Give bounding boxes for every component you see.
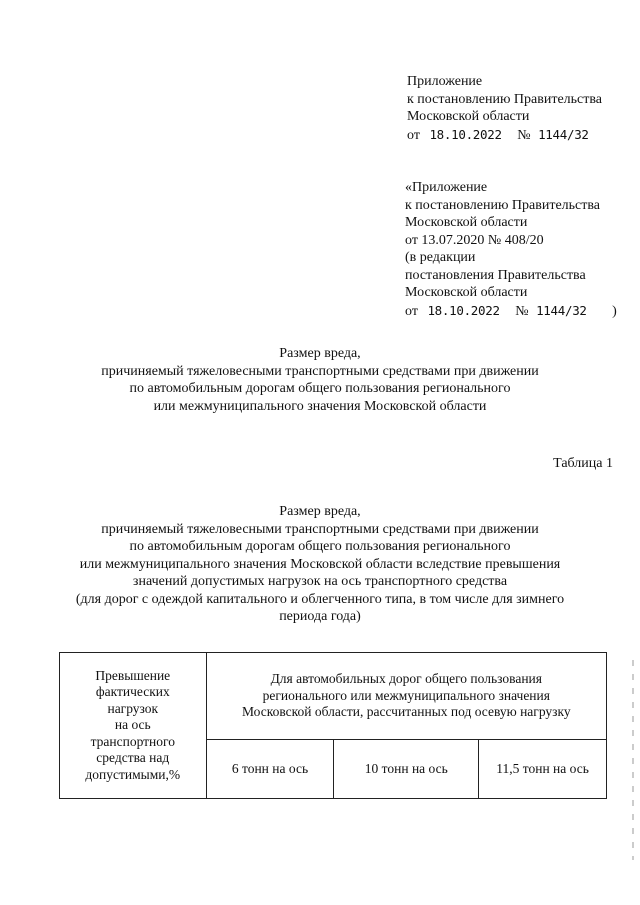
table-title-line: периода года) xyxy=(279,609,361,624)
column-header-6t: 6 тонн на ось xyxy=(206,740,334,799)
heading-line: по автомобильным дорогам общего пользования регионального xyxy=(129,381,511,396)
prior-appendix-line: (в редакции xyxy=(405,250,476,265)
table-title-line: (для дорог с одеждой капитального и облегченного типа, в том числе для зимнего xyxy=(75,591,565,607)
number-sign: № xyxy=(517,127,531,143)
prior-appendix-date: 18.10.2022 xyxy=(427,302,500,318)
appendix-number: 1144/32 xyxy=(538,126,589,142)
heading-line: Размер вреда, xyxy=(279,346,361,361)
column-header-11-5t: 11,5 тонн на ось xyxy=(479,740,607,799)
appendix-date: 18.10.2022 xyxy=(429,126,502,142)
row-header-line: средства над xyxy=(96,750,170,766)
row-header-line: на ось xyxy=(114,717,151,733)
prior-appendix-line: постановления Правительства xyxy=(405,267,586,283)
prior-appendix-line: «Приложение xyxy=(405,180,488,195)
heading-line: причиняемый тяжеловесными транспортными средствами при движении xyxy=(101,363,539,379)
group-header-line: Московской области, рассчитанных под осевую нагрузку xyxy=(241,704,571,720)
column-header-10t: 10 тонн на ось xyxy=(334,740,479,799)
appendix-line: Московской области xyxy=(407,109,530,124)
prior-appendix-block xyxy=(405,179,617,320)
scan-edge-mark xyxy=(632,660,634,860)
table-title-line: значений допустимых нагрузок на ось транспортного средства xyxy=(132,574,508,589)
prior-appendix-line: к постановлению Правительства xyxy=(405,197,601,213)
prior-appendix-line: Московской области xyxy=(405,285,528,300)
document-heading xyxy=(40,345,600,415)
row-header-line: нагрузок xyxy=(107,700,159,716)
table-title xyxy=(40,503,600,626)
group-header-line: Для автомобильных дорог общего пользования xyxy=(270,671,542,687)
row-header-line: Превышение xyxy=(95,667,171,683)
appendix-line: к постановлению Правительства xyxy=(407,91,603,107)
table-title-line: причиняемый тяжеловесными транспортными средствами при движении xyxy=(101,521,539,537)
prior-appendix-number: 1144/32 xyxy=(536,302,587,318)
prior-appendix-line: Московской области xyxy=(405,215,528,230)
appendix-date-line xyxy=(407,126,602,145)
table-title-line: или межмуниципального значения Московской области вследствие превышения xyxy=(79,556,561,572)
group-header-cell xyxy=(206,653,606,740)
prior-appendix-line: от 13.07.2020 № 408/20 xyxy=(405,232,544,248)
closing-parenthesis: ) xyxy=(612,303,617,319)
appendix-line: Приложение xyxy=(407,74,483,89)
table-header-row xyxy=(60,653,607,740)
row-header-line: допустимыми,% xyxy=(85,766,181,782)
heading-line: или межмуниципального значения Московской области xyxy=(153,398,487,414)
table-title-line: Размер вреда, xyxy=(279,504,361,519)
number-sign: № xyxy=(515,303,529,319)
table-title-line: по автомобильным дорогам общего пользования регионального xyxy=(129,539,511,554)
appendix-block xyxy=(407,73,602,144)
date-prefix: от xyxy=(407,127,420,143)
date-prefix: от xyxy=(405,303,418,319)
row-header-line: фактических xyxy=(95,684,170,700)
row-header-line: транспортного xyxy=(90,733,175,749)
row-header-cell xyxy=(60,653,207,799)
group-header-line: регионального или межмуниципального значения xyxy=(262,687,550,703)
harm-table xyxy=(59,652,607,799)
table-label: Таблица 1 xyxy=(553,456,613,471)
prior-appendix-date-line xyxy=(405,302,617,321)
